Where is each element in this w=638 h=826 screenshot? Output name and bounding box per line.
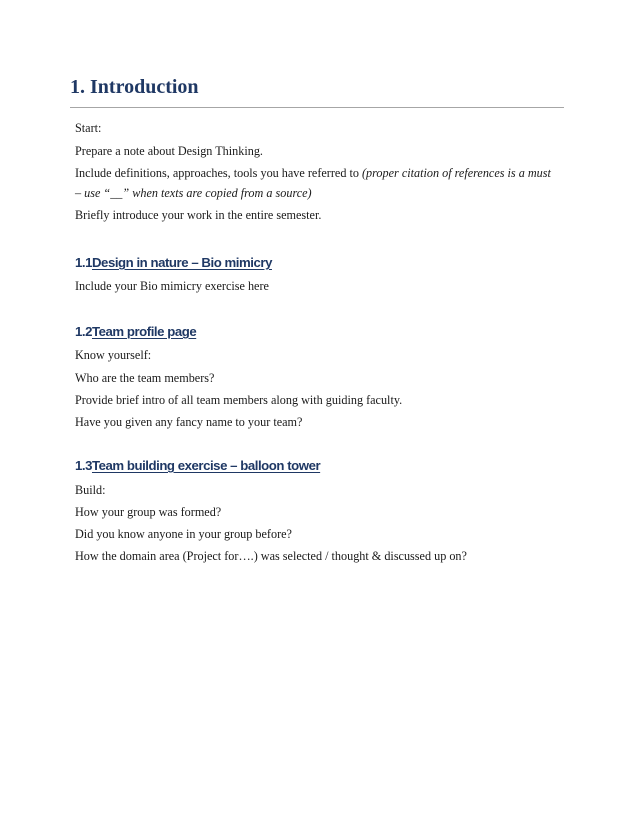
section-title: Team profile page [91,324,197,339]
definitions-plain-text: Include definitions, approaches, tools you have referred to [75,166,362,180]
bio-mimicry-line: Include your Bio mimicry exercise here [75,279,269,293]
definitions-italic-text: (proper citation of references is a must [361,166,551,180]
section-heading-team-profile [75,324,196,339]
team-profile-line: Who are the team members? [75,371,215,385]
section-title: Team building exercise – balloon tower [91,458,321,473]
section-heading-balloon-tower [75,458,320,473]
intro-closing-line: Briefly introduce your work in the entire semester. [75,208,322,222]
section-number: 1.3 [75,458,92,473]
intro-citation-line [75,186,312,201]
team-profile-line: Know yourself: [75,348,152,362]
balloon-tower-line: Did you know anyone in your group before? [75,527,292,541]
intro-prepare-note-line: Prepare a note about Design Thinking. [75,144,263,158]
balloon-tower-line: How your group was formed? [75,505,222,519]
team-profile-line: Provide brief intro of all team members along with guiding faculty. [75,393,403,407]
section-heading-bio-mimicry [75,255,272,270]
intro-definitions-line [75,166,551,181]
section-number: 1.1 [75,255,92,270]
heading-introduction: 1. Introduction [70,76,199,98]
heading-divider [70,107,564,108]
balloon-tower-line: Build: [75,483,106,497]
section-number: 1.2 [75,324,92,339]
intro-start-line: Start: [75,121,102,135]
section-title: Design in nature – Bio mimicry [91,255,272,270]
citation-italic-text: – use “__” when texts are copied from a source) [75,186,312,200]
team-profile-line: Have you given any fancy name to your team? [75,415,303,429]
balloon-tower-line: How the domain area (Project for….) was selected / thought & discussed up on? [75,549,467,563]
